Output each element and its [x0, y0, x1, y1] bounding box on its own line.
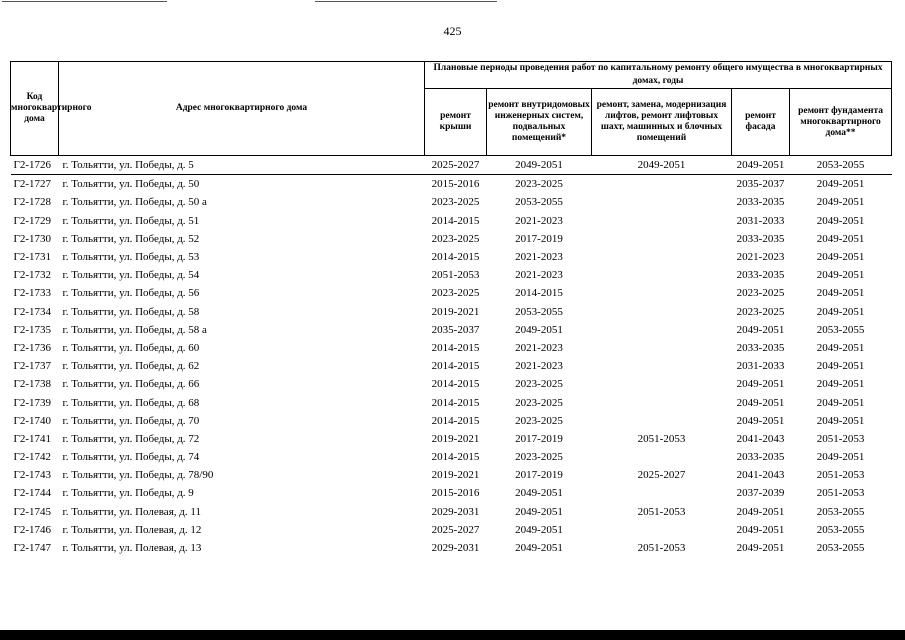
- cell-eng: 2017-2019: [515, 432, 563, 445]
- table-row: [11, 321, 892, 339]
- cell-address: г. Тольятти, ул. Победы, д. 50: [62, 178, 200, 191]
- cell-facade: 2049-2051: [736, 523, 785, 536]
- cell-roof: 2019-2021: [431, 469, 480, 482]
- page-number: 425: [443, 24, 462, 38]
- cell-found: 2049-2051: [816, 360, 865, 373]
- cell-found: 2049-2051: [816, 214, 865, 227]
- cell-code: Г2-1728: [13, 196, 52, 209]
- cell-address: г. Тольятти, ул. Победы, д. 9: [62, 487, 194, 500]
- cell-code: Г2-1735: [13, 323, 52, 336]
- cell-address: г. Тольятти, ул. Победы, д. 70: [62, 414, 200, 427]
- bottom-scan-bar: [0, 630, 905, 640]
- cell-eng: 2017-2019: [515, 469, 563, 482]
- cell-found: 2053-2055: [816, 523, 865, 536]
- cell-address: г. Тольятти, ул. Победы, д. 5: [59, 156, 425, 175]
- cell-lift: [592, 393, 732, 411]
- cell-facade: 2031-2033: [736, 360, 785, 373]
- cell-lift: [592, 284, 732, 302]
- cell-code: Г2-1727: [13, 178, 52, 191]
- cell-facade: 2049-2051: [736, 414, 785, 427]
- cell-roof: 2015-2016: [431, 487, 480, 500]
- cell-roof: 2035-2037: [431, 323, 480, 336]
- cell-eng: 2014-2015: [515, 287, 563, 300]
- cell-lift: [592, 412, 732, 430]
- cell-eng: 2023-2025: [515, 178, 563, 191]
- cell-code: Г2-1733: [13, 287, 52, 300]
- cell-lift: [592, 230, 732, 248]
- header-address: Адрес многоквартирного дома: [59, 62, 425, 156]
- cell-facade: 2023-2025: [736, 305, 785, 318]
- cell-found: 2049-2051: [816, 269, 865, 282]
- table-row: [11, 266, 892, 284]
- header-facade: ремонт фасада: [732, 89, 790, 156]
- cell-found: 2053-2055: [816, 505, 865, 518]
- cell-code: Г2-1743: [13, 469, 52, 482]
- cell-facade: 2033-2035: [736, 196, 785, 209]
- cell-lift: [592, 266, 732, 284]
- cell-code: Г2-1744: [13, 487, 52, 500]
- cell-eng: 2023-2025: [515, 396, 563, 409]
- cell-eng: 2021-2023: [515, 341, 563, 354]
- cell-lift: [592, 521, 732, 539]
- cell-code: Г2-1739: [13, 396, 52, 409]
- cell-found: 2051-2053: [816, 432, 865, 445]
- cell-address: г. Тольятти, ул. Победы, д. 52: [62, 232, 200, 245]
- cell-roof: 2014-2015: [431, 451, 480, 464]
- cell-roof: 2019-2021: [431, 305, 480, 318]
- cell-lift: 2049-2051: [592, 156, 732, 175]
- cell-lift: [592, 484, 732, 502]
- cell-eng: 2021-2023: [515, 214, 563, 227]
- cell-facade: 2049-2051: [736, 396, 785, 409]
- table-row: [11, 412, 892, 430]
- cell-code: Г2-1745: [13, 505, 52, 518]
- cell-code: Г2-1746: [13, 523, 52, 536]
- cell-facade: 2033-2035: [736, 341, 785, 354]
- cell-facade: 2023-2025: [736, 287, 785, 300]
- cell-facade: 2049-2051: [736, 378, 785, 391]
- cell-address: г. Тольятти, ул. Полевая, д. 12: [62, 523, 202, 536]
- cell-lift: [592, 303, 732, 321]
- cell-code: Г2-1731: [13, 251, 52, 264]
- table-row: [11, 466, 892, 484]
- cell-facade: 2041-2043: [736, 432, 785, 445]
- cell-roof: 2014-2015: [431, 396, 480, 409]
- cell-found: 2049-2051: [816, 178, 865, 191]
- cell-eng: 2049-2051: [515, 542, 563, 555]
- cell-eng: 2023-2025: [515, 378, 563, 391]
- cell-lift: 2051-2053: [637, 505, 686, 518]
- table-row: [11, 357, 892, 375]
- table-row: [11, 284, 892, 302]
- table-row: [11, 430, 892, 448]
- cell-address: г. Тольятти, ул. Победы, д. 60: [62, 341, 200, 354]
- cell-roof: 2014-2015: [431, 341, 480, 354]
- cell-facade: 2033-2035: [736, 232, 785, 245]
- cell-facade: 2041-2043: [736, 469, 785, 482]
- table-row: [11, 193, 892, 211]
- cell-roof: 2014-2015: [431, 414, 480, 427]
- cell-eng: 2017-2019: [515, 232, 563, 245]
- cell-roof: 2014-2015: [431, 360, 480, 373]
- cell-eng: 2049-2051: [515, 323, 563, 336]
- table-row: [11, 156, 892, 175]
- header-elevators: ремонт, замена, модернизация лифтов, ремонт лифтовых шахт, машинных и блочных помещений: [592, 89, 732, 156]
- cell-address: г. Тольятти, ул. Победы, д. 78/90: [62, 469, 214, 482]
- cell-found: 2049-2051: [816, 232, 865, 245]
- cell-eng: 2049-2051: [487, 156, 592, 175]
- capital-repair-table: [10, 61, 892, 557]
- cell-found: 2053-2055: [816, 542, 865, 555]
- table-row: [11, 521, 892, 539]
- cell-address: г. Тольятти, ул. Полевая, д. 11: [62, 505, 201, 518]
- header-engineering: ремонт внутридомовых инженерных систем, подвальных помещений*: [487, 89, 592, 156]
- table-row: [11, 539, 892, 557]
- cell-lift: [592, 357, 732, 375]
- cell-found: 2051-2053: [816, 487, 865, 500]
- cell-code: Г2-1736: [13, 341, 52, 354]
- cell-roof: 2014-2015: [431, 378, 480, 391]
- top-rule: [0, 0, 905, 3]
- cell-facade: 2031-2033: [736, 214, 785, 227]
- cell-roof: 2029-2031: [431, 505, 480, 518]
- cell-eng: 2049-2051: [515, 487, 563, 500]
- cell-found: 2049-2051: [816, 451, 865, 464]
- table-row: [11, 484, 892, 502]
- cell-roof: 2025-2027: [425, 156, 487, 175]
- cell-lift: [592, 175, 732, 194]
- cell-roof: 2023-2025: [431, 287, 480, 300]
- header-roof: ремонт крыши: [425, 89, 487, 156]
- cell-roof: 2019-2021: [431, 432, 480, 445]
- cell-roof: 2014-2015: [431, 214, 480, 227]
- cell-lift: [592, 212, 732, 230]
- cell-lift: [592, 448, 732, 466]
- cell-eng: 2053-2055: [515, 305, 563, 318]
- cell-found: 2049-2051: [816, 287, 865, 300]
- table-row: [11, 248, 892, 266]
- cell-lift: [592, 375, 732, 393]
- table-row: [11, 375, 892, 393]
- cell-facade: 2037-2039: [736, 487, 785, 500]
- cell-address: г. Тольятти, ул. Победы, д. 62: [62, 360, 200, 373]
- cell-found: 2053-2055: [790, 156, 892, 175]
- cell-lift: 2051-2053: [637, 432, 686, 445]
- cell-roof: 2015-2016: [431, 178, 480, 191]
- cell-lift: [592, 248, 732, 266]
- cell-eng: 2049-2051: [515, 523, 563, 536]
- cell-facade: 2033-2035: [736, 451, 785, 464]
- cell-eng: 2023-2025: [515, 451, 563, 464]
- cell-code: Г2-1726: [11, 156, 59, 175]
- cell-found: 2049-2051: [816, 414, 865, 427]
- cell-facade: 2049-2051: [736, 323, 785, 336]
- table-row: [11, 303, 892, 321]
- table-row: [11, 175, 892, 194]
- cell-facade: 2021-2023: [736, 251, 785, 264]
- cell-roof: 2023-2025: [431, 232, 480, 245]
- cell-found: 2049-2051: [816, 341, 865, 354]
- cell-address: г. Тольятти, ул. Полевая, д. 13: [62, 542, 202, 555]
- cell-found: 2053-2055: [816, 323, 865, 336]
- cell-address: г. Тольятти, ул. Победы, д. 58 а: [62, 323, 207, 336]
- cell-facade: 2035-2037: [736, 178, 785, 191]
- table-row: [11, 393, 892, 411]
- cell-address: г. Тольятти, ул. Победы, д. 53: [62, 251, 200, 264]
- cell-eng: 2023-2025: [515, 414, 563, 427]
- cell-lift: 2051-2053: [637, 542, 686, 555]
- cell-roof: 2023-2025: [431, 196, 480, 209]
- cell-lift: [592, 321, 732, 339]
- cell-address: г. Тольятти, ул. Победы, д. 66: [62, 378, 200, 391]
- table-row: [11, 212, 892, 230]
- cell-facade: 2049-2051: [736, 542, 785, 555]
- cell-eng: 2021-2023: [515, 360, 563, 373]
- cell-address: г. Тольятти, ул. Победы, д. 50 а: [62, 196, 207, 209]
- cell-facade: 2049-2051: [732, 156, 790, 175]
- cell-code: Г2-1741: [13, 432, 52, 445]
- cell-found: 2049-2051: [816, 396, 865, 409]
- cell-code: Г2-1734: [13, 305, 52, 318]
- cell-eng: 2021-2023: [515, 251, 563, 264]
- cell-address: г. Тольятти, ул. Победы, д. 58: [62, 305, 200, 318]
- cell-found: 2049-2051: [816, 305, 865, 318]
- table-row: [11, 448, 892, 466]
- cell-facade: 2033-2035: [736, 269, 785, 282]
- cell-roof: 2014-2015: [431, 251, 480, 264]
- cell-code: Г2-1738: [13, 378, 52, 391]
- cell-lift: 2025-2027: [637, 469, 686, 482]
- table-row: [11, 230, 892, 248]
- cell-lift: [592, 193, 732, 211]
- cell-eng: 2021-2023: [515, 269, 563, 282]
- cell-roof: 2051-2053: [431, 269, 480, 282]
- cell-found: 2049-2051: [816, 196, 865, 209]
- cell-address: г. Тольятти, ул. Победы, д. 56: [62, 287, 200, 300]
- cell-address: г. Тольятти, ул. Победы, д. 68: [62, 396, 200, 409]
- header-code: Код многоквартирного дома: [11, 62, 59, 156]
- cell-eng: 2053-2055: [515, 196, 563, 209]
- cell-address: г. Тольятти, ул. Победы, д. 74: [62, 451, 200, 464]
- cell-lift: [592, 339, 732, 357]
- cell-code: Г2-1729: [13, 214, 52, 227]
- cell-code: Г2-1742: [13, 451, 52, 464]
- cell-found: 2049-2051: [816, 251, 865, 264]
- cell-facade: 2049-2051: [736, 505, 785, 518]
- table-body: [11, 156, 892, 558]
- cell-roof: 2025-2027: [431, 523, 480, 536]
- table-row: [11, 503, 892, 521]
- cell-roof: 2029-2031: [431, 542, 480, 555]
- cell-code: Г2-1740: [13, 414, 52, 427]
- table-row: [11, 339, 892, 357]
- cell-code: Г2-1737: [13, 360, 52, 373]
- cell-address: г. Тольятти, ул. Победы, д. 51: [62, 214, 200, 227]
- cell-found: 2051-2053: [816, 469, 865, 482]
- cell-address: г. Тольятти, ул. Победы, д. 54: [62, 269, 200, 282]
- cell-address: г. Тольятти, ул. Победы, д. 72: [62, 432, 200, 445]
- cell-code: Г2-1747: [13, 542, 52, 555]
- cell-eng: 2049-2051: [515, 505, 563, 518]
- cell-code: Г2-1730: [13, 232, 52, 245]
- header-foundation: ремонт фундамента многоквартирного дома**: [790, 89, 892, 156]
- cell-code: Г2-1732: [13, 269, 52, 282]
- header-periods-title: Плановые периоды проведения работ по капитальному ремонту общего имущества в многоквартирных домах, годы: [425, 62, 892, 89]
- cell-found: 2049-2051: [816, 378, 865, 391]
